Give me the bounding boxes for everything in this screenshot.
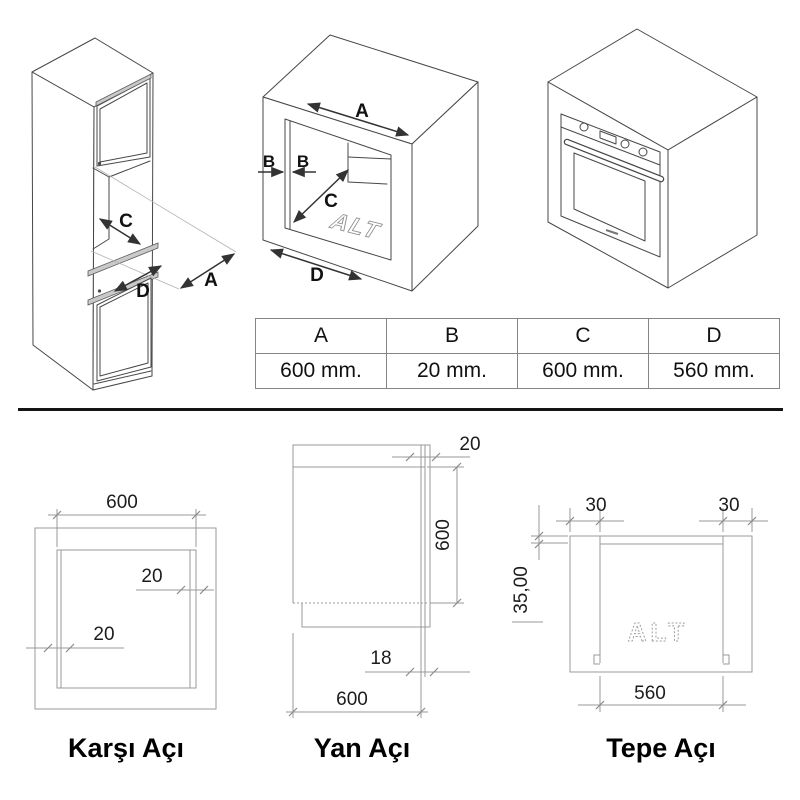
table-header-b: B	[387, 319, 518, 354]
table-header-row	[256, 319, 780, 354]
top-dim-width: 560	[634, 683, 666, 704]
side-dim-width: 600	[336, 689, 368, 710]
cabinet-dim-label-a: A	[204, 270, 218, 291]
cabinet-dim-label-c: C	[119, 211, 133, 232]
cabinet-dim-label-d: D	[136, 281, 150, 302]
side-view-caption: Yan Açı	[313, 733, 411, 763]
cavity-dim-label-d: D	[310, 265, 324, 286]
tall-cabinet-isometric	[32, 38, 236, 390]
top-view-floor-label: ALT	[627, 617, 689, 647]
side-dim-height: 600	[433, 519, 454, 551]
table-value-a: 600 mm.	[256, 354, 387, 389]
cavity-floor-label: ALT	[325, 208, 388, 244]
top-view-caption: Tepe Açı	[606, 733, 716, 763]
top-view-drawing	[511, 495, 768, 712]
cavity-dim-label-b-right: B	[296, 152, 310, 171]
side-dim-top-gap: 20	[459, 434, 481, 455]
top-dim-depth: 35,00	[511, 566, 532, 614]
table-value-b: 20 mm.	[387, 354, 518, 389]
table-header-a: A	[256, 319, 387, 354]
oven-cabinet-isometric	[548, 29, 757, 288]
front-dim-right-gap: 20	[141, 566, 163, 587]
lower-door-handle	[98, 289, 101, 292]
side-dim-panel: 18	[370, 648, 392, 669]
cavity-box-isometric	[258, 35, 478, 291]
table-value-d: 560 mm.	[649, 354, 780, 389]
dimension-table	[255, 318, 780, 389]
table-header-d: D	[649, 319, 780, 354]
front-dim-left-gap: 20	[93, 624, 115, 645]
table-value-c: 600 mm.	[518, 354, 649, 389]
front-view-caption: Karşı Açı	[67, 733, 185, 763]
top-dim-right-gap: 30	[718, 495, 740, 516]
upper-door-handle	[98, 162, 101, 165]
side-view-drawing	[286, 434, 481, 718]
table-header-c: C	[518, 319, 649, 354]
table-value-row	[256, 354, 780, 389]
front-view-drawing	[26, 492, 216, 709]
cavity-dim-label-c: C	[324, 191, 338, 212]
top-dim-left-gap: 30	[585, 495, 607, 516]
cavity-dim-label-b-left: B	[262, 152, 276, 171]
cavity-dim-label-a: A	[355, 101, 369, 122]
front-dim-width: 600	[106, 492, 138, 513]
section-divider	[18, 408, 783, 411]
